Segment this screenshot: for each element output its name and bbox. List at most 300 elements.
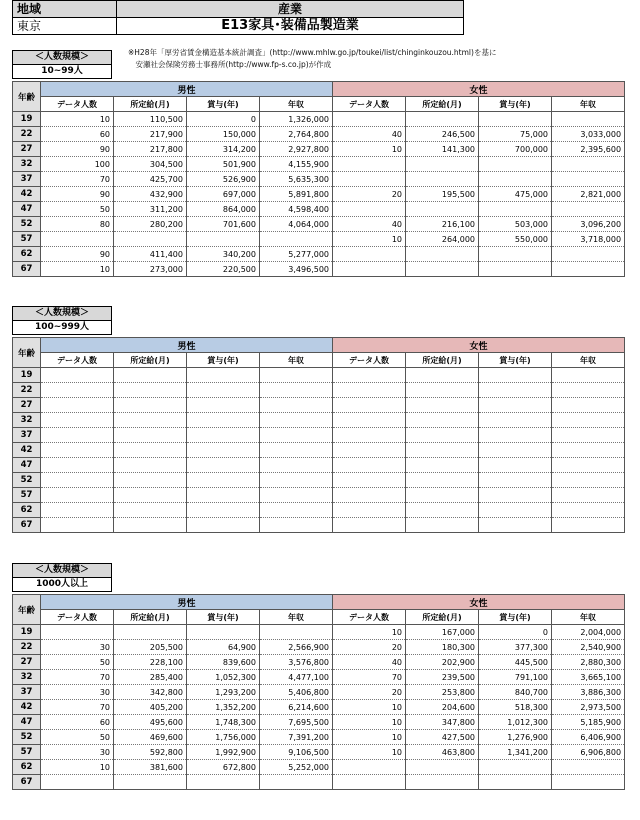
female-bonus-cell: 1,012,300 [479, 715, 552, 730]
male-salary-cell [114, 775, 187, 790]
col-header-annual: 年収 [552, 353, 625, 368]
male-annual-cell: 1,326,000 [260, 112, 333, 127]
female-count-cell [333, 428, 406, 443]
female-bonus-cell: 1,276,900 [479, 730, 552, 745]
female-count-cell [333, 247, 406, 262]
female-salary-cell [406, 383, 479, 398]
male-count-cell [41, 398, 114, 413]
male-salary-cell [114, 488, 187, 503]
male-count-cell: 90 [41, 247, 114, 262]
female-salary-cell: 195,500 [406, 187, 479, 202]
col-header-annual: 年収 [260, 353, 333, 368]
male-annual-cell: 2,566,900 [260, 640, 333, 655]
female-annual-cell [552, 488, 625, 503]
male-annual-cell: 3,496,500 [260, 262, 333, 277]
female-bonus-cell [479, 413, 552, 428]
female-salary-cell: 180,300 [406, 640, 479, 655]
male-header: 男性 [41, 338, 333, 353]
age-header: 年齢 [13, 338, 41, 368]
age-cell: 27 [13, 398, 41, 413]
wage-table-3 [12, 594, 625, 790]
male-count-cell: 80 [41, 217, 114, 232]
female-bonus-cell: 503,000 [479, 217, 552, 232]
female-annual-cell [552, 247, 625, 262]
age-cell: 22 [13, 640, 41, 655]
female-bonus-cell: 0 [479, 625, 552, 640]
table-row [13, 670, 625, 685]
female-bonus-cell [479, 503, 552, 518]
male-bonus-cell: 526,900 [187, 172, 260, 187]
female-annual-cell: 2,821,000 [552, 187, 625, 202]
female-bonus-cell: 840,700 [479, 685, 552, 700]
female-count-cell [333, 368, 406, 383]
col-header-annual: 年収 [260, 97, 333, 112]
male-count-cell: 30 [41, 640, 114, 655]
female-salary-cell: 141,300 [406, 142, 479, 157]
table-row [13, 700, 625, 715]
female-annual-cell [552, 413, 625, 428]
female-count-cell [333, 383, 406, 398]
col-header-count: データ人数 [41, 97, 114, 112]
male-salary-cell [114, 232, 187, 247]
size-box-3 [12, 563, 112, 592]
female-annual-cell [552, 760, 625, 775]
age-cell: 47 [13, 458, 41, 473]
table-row [13, 413, 625, 428]
source-note [128, 47, 496, 71]
female-salary-cell [406, 428, 479, 443]
female-salary-cell [406, 368, 479, 383]
male-salary-cell: 425,700 [114, 172, 187, 187]
female-bonus-cell [479, 473, 552, 488]
col-header-count: データ人数 [333, 610, 406, 625]
table-row [13, 458, 625, 473]
male-salary-cell: 405,200 [114, 700, 187, 715]
table-row [13, 247, 625, 262]
female-bonus-cell [479, 202, 552, 217]
female-count-cell [333, 398, 406, 413]
female-salary-cell [406, 760, 479, 775]
male-bonus-cell: 697,000 [187, 187, 260, 202]
female-salary-cell: 202,900 [406, 655, 479, 670]
male-bonus-cell: 220,500 [187, 262, 260, 277]
size-value: 1000人以上 [12, 578, 112, 592]
male-bonus-cell: 1,052,300 [187, 670, 260, 685]
age-cell: 32 [13, 413, 41, 428]
female-bonus-cell [479, 112, 552, 127]
age-cell: 42 [13, 187, 41, 202]
age-cell: 67 [13, 262, 41, 277]
col-header-count: データ人数 [41, 610, 114, 625]
male-salary-cell [114, 383, 187, 398]
col-header-bonus: 賞与(年) [187, 97, 260, 112]
male-annual-cell [260, 518, 333, 533]
female-annual-cell: 3,096,200 [552, 217, 625, 232]
female-header: 女性 [333, 595, 625, 610]
table-row [13, 473, 625, 488]
table-row [13, 685, 625, 700]
male-salary-cell: 469,600 [114, 730, 187, 745]
male-annual-cell: 2,764,800 [260, 127, 333, 142]
female-annual-cell: 2,004,000 [552, 625, 625, 640]
male-salary-cell: 304,500 [114, 157, 187, 172]
female-count-cell: 10 [333, 625, 406, 640]
male-salary-cell [114, 625, 187, 640]
male-salary-cell [114, 398, 187, 413]
female-annual-cell: 6,906,800 [552, 745, 625, 760]
female-bonus-cell [479, 368, 552, 383]
age-cell: 37 [13, 172, 41, 187]
female-annual-cell: 3,886,300 [552, 685, 625, 700]
female-annual-cell [552, 383, 625, 398]
table-row [13, 127, 625, 142]
table-row [13, 488, 625, 503]
female-salary-cell [406, 202, 479, 217]
female-salary-cell: 463,800 [406, 745, 479, 760]
female-bonus-cell [479, 458, 552, 473]
table-row [13, 202, 625, 217]
female-bonus-cell: 550,000 [479, 232, 552, 247]
male-header: 男性 [41, 595, 333, 610]
table-row [13, 398, 625, 413]
female-annual-cell [552, 398, 625, 413]
male-salary-cell: 217,800 [114, 142, 187, 157]
female-count-cell [333, 157, 406, 172]
female-annual-cell: 3,033,000 [552, 127, 625, 142]
industry-value: E13家具･装備品製造業 [117, 18, 464, 35]
age-cell: 62 [13, 760, 41, 775]
male-salary-cell: 217,900 [114, 127, 187, 142]
female-salary-cell [406, 413, 479, 428]
female-count-cell: 40 [333, 217, 406, 232]
female-salary-cell [406, 398, 479, 413]
female-annual-cell [552, 112, 625, 127]
female-count-cell [333, 413, 406, 428]
male-salary-cell: 342,800 [114, 685, 187, 700]
male-annual-cell [260, 428, 333, 443]
male-bonus-cell [187, 443, 260, 458]
age-cell: 47 [13, 202, 41, 217]
male-count-cell: 60 [41, 127, 114, 142]
col-header-count: データ人数 [41, 353, 114, 368]
col-header-count: データ人数 [333, 353, 406, 368]
female-bonus-cell [479, 760, 552, 775]
col-header-bonus: 賞与(年) [479, 97, 552, 112]
male-count-cell [41, 503, 114, 518]
female-annual-cell: 2,540,900 [552, 640, 625, 655]
table-row [13, 625, 625, 640]
table-row [13, 157, 625, 172]
size-value: 10~99人 [12, 65, 112, 79]
female-bonus-cell: 518,300 [479, 700, 552, 715]
male-salary-cell: 311,200 [114, 202, 187, 217]
male-salary-cell: 285,400 [114, 670, 187, 685]
male-annual-cell: 4,598,400 [260, 202, 333, 217]
table-row [13, 745, 625, 760]
table-row [13, 730, 625, 745]
male-salary-cell: 411,400 [114, 247, 187, 262]
table-row [13, 232, 625, 247]
male-annual-cell [260, 473, 333, 488]
female-bonus-cell: 445,500 [479, 655, 552, 670]
female-salary-cell [406, 775, 479, 790]
age-cell: 42 [13, 700, 41, 715]
male-bonus-cell: 1,293,200 [187, 685, 260, 700]
male-count-cell: 10 [41, 262, 114, 277]
male-bonus-cell [187, 368, 260, 383]
male-bonus-cell [187, 775, 260, 790]
female-bonus-cell [479, 518, 552, 533]
female-annual-cell: 2,880,300 [552, 655, 625, 670]
female-annual-cell [552, 202, 625, 217]
male-salary-cell [114, 428, 187, 443]
female-bonus-cell [479, 262, 552, 277]
male-salary-cell: 205,500 [114, 640, 187, 655]
male-salary-cell [114, 368, 187, 383]
female-bonus-cell [479, 488, 552, 503]
male-bonus-cell: 672,800 [187, 760, 260, 775]
male-salary-cell: 432,900 [114, 187, 187, 202]
male-count-cell: 70 [41, 670, 114, 685]
female-bonus-cell: 700,000 [479, 142, 552, 157]
female-salary-cell [406, 443, 479, 458]
male-count-cell [41, 413, 114, 428]
age-cell: 52 [13, 473, 41, 488]
age-cell: 57 [13, 488, 41, 503]
female-salary-cell: 264,000 [406, 232, 479, 247]
region-label: 地域 [13, 1, 117, 18]
male-count-cell: 100 [41, 157, 114, 172]
male-annual-cell [260, 232, 333, 247]
male-annual-cell: 5,406,800 [260, 685, 333, 700]
female-count-cell [333, 775, 406, 790]
female-annual-cell: 5,185,900 [552, 715, 625, 730]
male-annual-cell [260, 398, 333, 413]
age-cell: 52 [13, 730, 41, 745]
female-count-cell: 20 [333, 187, 406, 202]
male-salary-cell: 280,200 [114, 217, 187, 232]
female-salary-cell [406, 262, 479, 277]
age-cell: 19 [13, 625, 41, 640]
male-annual-cell: 5,252,000 [260, 760, 333, 775]
female-count-cell [333, 202, 406, 217]
male-annual-cell [260, 488, 333, 503]
female-bonus-cell [479, 428, 552, 443]
female-count-cell [333, 473, 406, 488]
col-header-bonus: 賞与(年) [479, 610, 552, 625]
male-annual-cell: 5,277,000 [260, 247, 333, 262]
male-count-cell [41, 443, 114, 458]
male-bonus-cell [187, 413, 260, 428]
female-bonus-cell: 377,300 [479, 640, 552, 655]
female-annual-cell: 3,718,000 [552, 232, 625, 247]
col-header-annual: 年収 [552, 610, 625, 625]
male-bonus-cell: 0 [187, 112, 260, 127]
female-bonus-cell [479, 172, 552, 187]
size-label: ＜人数規模＞ [12, 563, 112, 578]
female-salary-cell: 167,000 [406, 625, 479, 640]
wage-table-1 [12, 81, 625, 277]
female-salary-cell: 216,100 [406, 217, 479, 232]
female-annual-cell: 3,665,100 [552, 670, 625, 685]
male-annual-cell [260, 443, 333, 458]
age-cell: 19 [13, 112, 41, 127]
female-bonus-cell [479, 398, 552, 413]
male-annual-cell [260, 503, 333, 518]
male-annual-cell [260, 368, 333, 383]
female-count-cell [333, 262, 406, 277]
male-count-cell: 50 [41, 655, 114, 670]
male-annual-cell: 5,635,300 [260, 172, 333, 187]
table-row [13, 443, 625, 458]
male-bonus-cell: 1,748,300 [187, 715, 260, 730]
female-count-cell: 10 [333, 700, 406, 715]
age-cell: 32 [13, 157, 41, 172]
table-row [13, 262, 625, 277]
female-header: 女性 [333, 338, 625, 353]
male-annual-cell: 4,477,100 [260, 670, 333, 685]
female-count-cell: 10 [333, 745, 406, 760]
female-annual-cell: 6,406,900 [552, 730, 625, 745]
male-count-cell [41, 383, 114, 398]
female-count-cell [333, 443, 406, 458]
female-salary-cell [406, 458, 479, 473]
female-count-cell: 10 [333, 715, 406, 730]
male-annual-cell [260, 625, 333, 640]
age-cell: 47 [13, 715, 41, 730]
wage-table-2 [12, 337, 625, 533]
age-cell: 32 [13, 670, 41, 685]
male-count-cell: 70 [41, 700, 114, 715]
male-bonus-cell: 314,200 [187, 142, 260, 157]
size-box-2 [12, 306, 112, 335]
source-note-line2: 安瀬社会保険労務士事務所(http://www.fp-s.co.jp)が作成 [128, 60, 332, 69]
female-salary-cell: 253,800 [406, 685, 479, 700]
male-bonus-cell [187, 232, 260, 247]
female-bonus-cell: 1,341,200 [479, 745, 552, 760]
male-count-cell: 10 [41, 112, 114, 127]
female-salary-cell [406, 518, 479, 533]
table-row [13, 428, 625, 443]
female-annual-cell [552, 503, 625, 518]
age-cell: 42 [13, 443, 41, 458]
col-header-bonus: 賞与(年) [479, 353, 552, 368]
table-row [13, 187, 625, 202]
male-bonus-cell: 501,900 [187, 157, 260, 172]
female-salary-cell [406, 172, 479, 187]
male-salary-cell [114, 518, 187, 533]
male-salary-cell [114, 458, 187, 473]
male-count-cell [41, 518, 114, 533]
region-value: 東京 [13, 18, 117, 35]
male-bonus-cell [187, 518, 260, 533]
table-row [13, 760, 625, 775]
female-count-cell: 10 [333, 142, 406, 157]
age-cell: 27 [13, 142, 41, 157]
col-header-bonus: 賞与(年) [187, 353, 260, 368]
female-count-cell [333, 488, 406, 503]
table-row [13, 172, 625, 187]
male-salary-cell [114, 413, 187, 428]
female-bonus-cell: 475,000 [479, 187, 552, 202]
age-cell: 62 [13, 247, 41, 262]
male-salary-cell: 273,000 [114, 262, 187, 277]
male-salary-cell [114, 503, 187, 518]
male-bonus-cell [187, 383, 260, 398]
age-cell: 22 [13, 127, 41, 142]
male-annual-cell: 3,576,800 [260, 655, 333, 670]
male-annual-cell [260, 775, 333, 790]
female-salary-cell: 239,500 [406, 670, 479, 685]
male-count-cell [41, 428, 114, 443]
male-bonus-cell: 864,000 [187, 202, 260, 217]
male-annual-cell: 6,214,600 [260, 700, 333, 715]
male-annual-cell: 5,891,800 [260, 187, 333, 202]
female-annual-cell [552, 172, 625, 187]
male-bonus-cell: 150,000 [187, 127, 260, 142]
age-cell: 27 [13, 655, 41, 670]
female-salary-cell [406, 503, 479, 518]
female-bonus-cell: 75,000 [479, 127, 552, 142]
col-header-salary: 所定給(月) [406, 610, 479, 625]
male-bonus-cell [187, 398, 260, 413]
male-annual-cell: 7,391,200 [260, 730, 333, 745]
female-header: 女性 [333, 82, 625, 97]
female-bonus-cell [479, 247, 552, 262]
table-row [13, 715, 625, 730]
male-bonus-cell [187, 625, 260, 640]
table-row [13, 368, 625, 383]
female-count-cell [333, 172, 406, 187]
female-annual-cell [552, 368, 625, 383]
female-salary-cell [406, 247, 479, 262]
table-row [13, 503, 625, 518]
female-count-cell: 20 [333, 685, 406, 700]
male-bonus-cell: 340,200 [187, 247, 260, 262]
female-annual-cell [552, 157, 625, 172]
table-row [13, 142, 625, 157]
female-annual-cell [552, 262, 625, 277]
col-header-salary: 所定給(月) [406, 97, 479, 112]
female-annual-cell: 2,973,500 [552, 700, 625, 715]
male-salary-cell [114, 443, 187, 458]
female-salary-cell [406, 488, 479, 503]
table-row [13, 775, 625, 790]
female-count-cell: 20 [333, 640, 406, 655]
female-count-cell [333, 503, 406, 518]
male-bonus-cell [187, 488, 260, 503]
age-cell: 37 [13, 428, 41, 443]
size-value: 100~999人 [12, 321, 112, 335]
female-count-cell: 40 [333, 127, 406, 142]
female-salary-cell: 347,800 [406, 715, 479, 730]
male-count-cell: 10 [41, 760, 114, 775]
male-bonus-cell [187, 458, 260, 473]
age-cell: 62 [13, 503, 41, 518]
age-cell: 57 [13, 232, 41, 247]
age-header: 年齢 [13, 595, 41, 625]
male-header: 男性 [41, 82, 333, 97]
col-header-bonus: 賞与(年) [187, 610, 260, 625]
female-count-cell: 10 [333, 730, 406, 745]
male-bonus-cell: 1,756,000 [187, 730, 260, 745]
male-count-cell: 50 [41, 202, 114, 217]
female-salary-cell [406, 112, 479, 127]
col-header-salary: 所定給(月) [114, 610, 187, 625]
female-salary-cell: 204,600 [406, 700, 479, 715]
female-count-cell: 10 [333, 232, 406, 247]
male-bonus-cell [187, 503, 260, 518]
